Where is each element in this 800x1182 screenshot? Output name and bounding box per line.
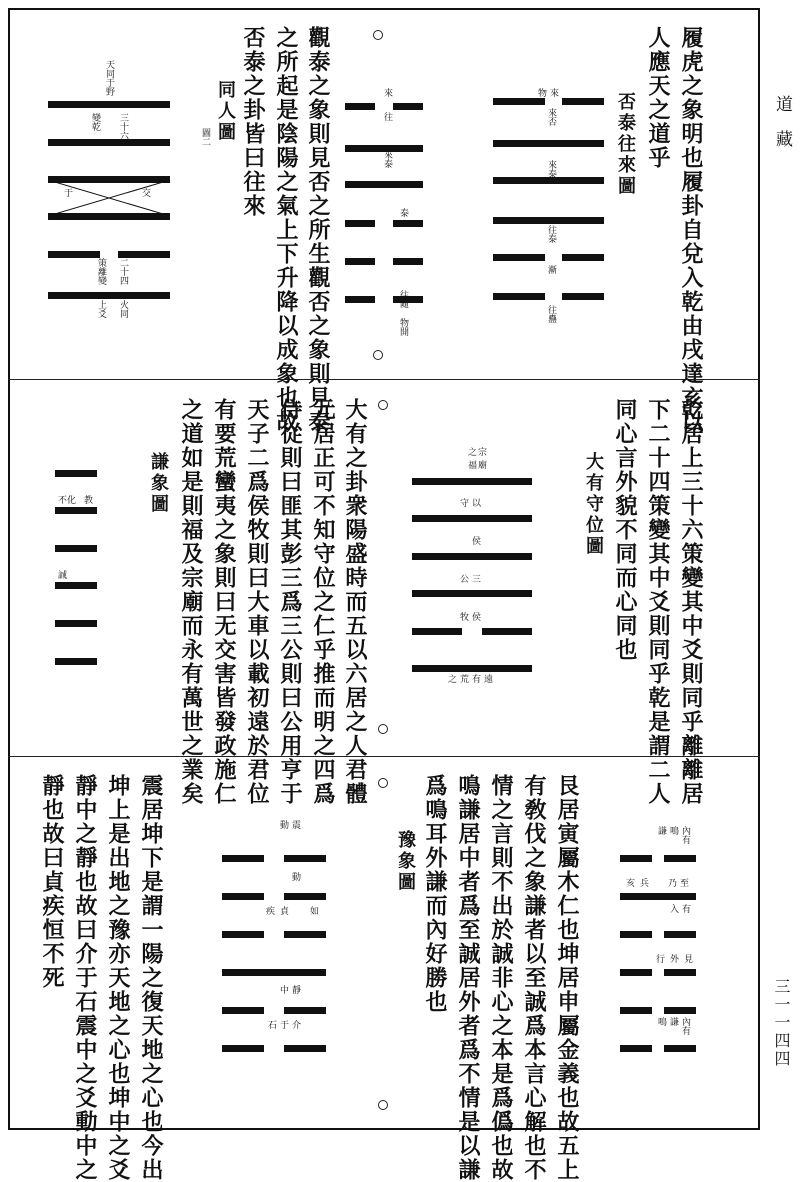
cross-lines	[48, 176, 170, 220]
hexagram-line	[345, 103, 375, 110]
hexagram-line	[412, 553, 532, 560]
hexagram-line	[412, 628, 462, 635]
hexagram-line	[493, 177, 604, 184]
hexagram-line	[118, 251, 170, 258]
hexagram-line	[48, 251, 100, 258]
hexagram-line	[222, 931, 264, 938]
diagram-label: 變乾	[90, 113, 100, 131]
page-ornament	[378, 1100, 388, 1110]
diagram-label: 往蠱	[546, 305, 556, 323]
hexagram-line	[345, 181, 423, 188]
diagram-label: 介	[290, 1020, 300, 1029]
diagram-label: 之	[466, 447, 476, 456]
hexagram-line	[562, 254, 604, 261]
diagram-label: 漸	[546, 265, 556, 274]
diagram-label: 不化	[58, 496, 77, 506]
diagram-label: 震	[290, 820, 300, 829]
figure-title: 同人圖	[215, 80, 236, 143]
hexagram-line	[664, 1007, 696, 1014]
hexagram-line	[493, 217, 604, 224]
diagram-label: 見	[684, 955, 694, 965]
figure-title: 豫象圖	[395, 830, 416, 893]
text-column: 鳴謙居中者爲至誠居外者爲不情是以謙	[455, 774, 481, 1182]
hexagram-line	[620, 969, 652, 976]
figure-title: 大有守位圖	[583, 452, 604, 557]
hexagram-line	[412, 665, 532, 672]
hexagram-line	[222, 1007, 264, 1014]
diagram-label: 動	[290, 872, 300, 881]
text-column: 履虎之象明也履卦自兌入乾由戌達亥以	[678, 26, 704, 434]
diagram-label: 石	[266, 1020, 276, 1029]
hexagram-line	[284, 931, 326, 938]
diagram-label: 謙	[656, 826, 666, 835]
hexagram-line	[284, 855, 326, 862]
hexagram-line	[412, 590, 532, 597]
diagram-label: 交	[140, 188, 150, 197]
hexagram-line	[48, 139, 170, 146]
diagram-label: 往泰	[546, 225, 556, 243]
text-column: 下二十四策變其中爻則同乎乾是謂二人	[645, 398, 671, 806]
diagram-label: 有	[470, 674, 480, 683]
diagram-label: 行	[656, 955, 666, 965]
text-column: 之所起是陰陽之氣上下升降以成象也故	[273, 26, 299, 434]
text-column: 艮居寅屬木仁也坤居申屬金義也故五上	[554, 774, 580, 1182]
diagram-label: 牧	[458, 612, 468, 621]
diagram-label: 誠	[58, 571, 68, 581]
page-ornament	[378, 778, 388, 788]
hexagram-line	[664, 969, 696, 976]
hexagram-line	[345, 296, 375, 303]
diagram-label: 物開	[398, 318, 408, 336]
hexagram-line	[55, 507, 97, 514]
hexagram-line	[345, 220, 375, 227]
diagram-label: 于	[62, 188, 72, 197]
text-column: 觀泰之象則見否之所生觀否之象則見泰	[305, 26, 331, 434]
hexagram-line	[48, 101, 170, 108]
diagram-label: 物	[536, 88, 546, 97]
hexagram-line	[284, 1045, 326, 1052]
diagram-label: 侯	[470, 536, 480, 545]
diagram-label: 入	[668, 904, 678, 913]
diagram-label: 泰	[398, 208, 408, 217]
diagram-label: 來	[382, 88, 392, 97]
hexagram-line	[493, 140, 604, 147]
section-divider	[8, 379, 760, 380]
diagram-label: 策離變	[96, 258, 106, 285]
diagram-label: 往	[382, 112, 392, 121]
diagram-label: 教	[84, 496, 94, 506]
diagram-label: 圖二	[200, 128, 210, 146]
text-column: 大有之卦衆陽盛時而五以六居之人君體	[342, 398, 368, 806]
hexagram-line	[620, 931, 652, 938]
hexagram-line	[393, 103, 423, 110]
diagram-label: 內有	[680, 826, 690, 844]
figure-title: 否泰往來圖	[615, 92, 636, 197]
diagram-label: 來否	[546, 108, 556, 126]
text-column: 靜中之靜也故曰介于石震中之爻動中之	[72, 774, 98, 1182]
diagram-label: 火同	[118, 300, 128, 318]
hexagram-line	[620, 1007, 652, 1014]
hexagram-line	[493, 293, 545, 300]
hexagram-line	[284, 1007, 326, 1014]
hexagram-line	[55, 545, 97, 552]
text-column: 侍從則曰匪其彭三爲三公則曰公用亨于	[277, 398, 303, 806]
hexagram-line	[562, 293, 604, 300]
hexagram-line	[664, 1045, 696, 1052]
diagram-label: 動	[278, 820, 288, 829]
diagram-label: 遠	[482, 674, 492, 683]
hexagram-line	[393, 258, 423, 265]
diagram-label: 荒	[458, 674, 468, 683]
text-column: 坤上是出地之豫亦天地之心也坤中之爻	[105, 774, 131, 1182]
diagram-label: 往隨	[398, 290, 408, 308]
page-ornament	[373, 350, 383, 360]
hexagram-line	[222, 893, 264, 900]
diagram-label: 外	[670, 955, 680, 965]
diagram-label: 謙	[668, 1017, 678, 1026]
diagram-label: 以	[470, 498, 480, 507]
text-column: 爲鳴耳外謙而內好勝也	[422, 774, 448, 1014]
diagram-label: 靜	[290, 985, 300, 994]
diagram-label: 貞	[278, 906, 288, 915]
diagram-label: 中	[278, 985, 288, 994]
diagram-label: 疾	[264, 906, 274, 915]
hexagram-line	[345, 258, 375, 265]
hexagram-line	[493, 98, 545, 105]
hexagram-line	[55, 470, 97, 477]
diagram-label: 如	[308, 906, 318, 915]
text-column: 有敎伐之象謙者以至誠爲本言心解也不	[521, 774, 547, 1182]
diagram-label: 守	[458, 498, 468, 507]
hexagram-line	[664, 931, 696, 938]
diagram-label: 上爻	[96, 300, 106, 318]
hexagram-line	[284, 893, 326, 900]
diagram-label: 侯	[470, 612, 480, 621]
diagram-label: 來	[548, 88, 558, 97]
text-column: 人應天之道乎	[645, 26, 671, 170]
page-ornament	[378, 400, 388, 410]
diagram-label: 鳴	[656, 1017, 666, 1026]
hexagram-line	[48, 292, 170, 299]
diagram-label: 天同于野	[104, 60, 114, 96]
hexagram-line	[562, 98, 604, 105]
page-ornament	[373, 30, 383, 40]
diagram-label: 廟	[476, 460, 486, 469]
hexagram-line	[620, 1045, 652, 1052]
hexagram-line	[620, 855, 652, 862]
text-column: 情之言則不出於誠非心之本是爲僞也故	[488, 774, 514, 1182]
side-label: 道藏	[772, 95, 792, 165]
page-number: 三一一四四	[772, 978, 791, 1068]
hexagram-line	[222, 1045, 264, 1052]
diagram-label: 宗	[476, 447, 486, 456]
text-column: 靜也故曰貞疾恒不死	[39, 774, 65, 990]
text-column: 天子二爲侯牧則曰大車以載初遠於君位	[244, 398, 270, 806]
diagram-label: 三十六	[118, 113, 128, 140]
diagram-label: 內有	[680, 1017, 690, 1035]
diagram-label: 來泰	[382, 150, 392, 168]
page-ornament	[378, 724, 388, 734]
diagram-label: 兵	[640, 879, 650, 889]
diagram-label: 有	[680, 904, 690, 913]
diagram-label: 于	[278, 1020, 288, 1029]
diagram-label: 福	[466, 460, 476, 469]
hexagram-line	[55, 658, 97, 665]
text-column: 震居坤下是謂一陽之復天地之心也今出	[138, 774, 164, 1182]
diagram-label: 三	[470, 574, 480, 583]
hexagram-line	[482, 628, 532, 635]
text-column: 有要荒蠻夷之象則曰无交害皆發政施仁	[211, 398, 237, 806]
diagram-label: 公	[458, 574, 468, 583]
diagram-label: 亥	[626, 879, 636, 889]
text-column: 之道如是則福及宗廟而永有萬世之業矣	[178, 398, 204, 806]
hexagram-line	[55, 582, 97, 589]
hexagram-line	[664, 855, 696, 862]
diagram-label: 鳴	[668, 826, 678, 835]
text-column: 否泰之卦皆曰往來	[240, 26, 266, 218]
hexagram-line	[620, 893, 696, 900]
diagram-label: 來泰	[546, 160, 556, 178]
diagram-label: 至	[680, 879, 690, 889]
hexagram-line	[222, 855, 264, 862]
hexagram-line	[412, 478, 532, 485]
diagram-label: 乃	[668, 879, 678, 889]
hexagram-line	[55, 620, 97, 627]
text-column: 同心言外貌不同而心同也	[612, 398, 638, 662]
figure-title: 謙象圖	[148, 452, 169, 515]
hexagram-line	[222, 969, 326, 976]
diagram-label: 二十四	[118, 258, 128, 285]
hexagram-line	[493, 254, 545, 261]
text-column: 元居正可不知守位之仁乎推而明之四爲	[310, 398, 336, 806]
hexagram-line	[393, 220, 423, 227]
diagram-label: 之	[446, 674, 456, 683]
hexagram-line	[412, 515, 532, 522]
text-column: 乾居上三十六策變其中爻則同乎離離居	[678, 398, 704, 806]
